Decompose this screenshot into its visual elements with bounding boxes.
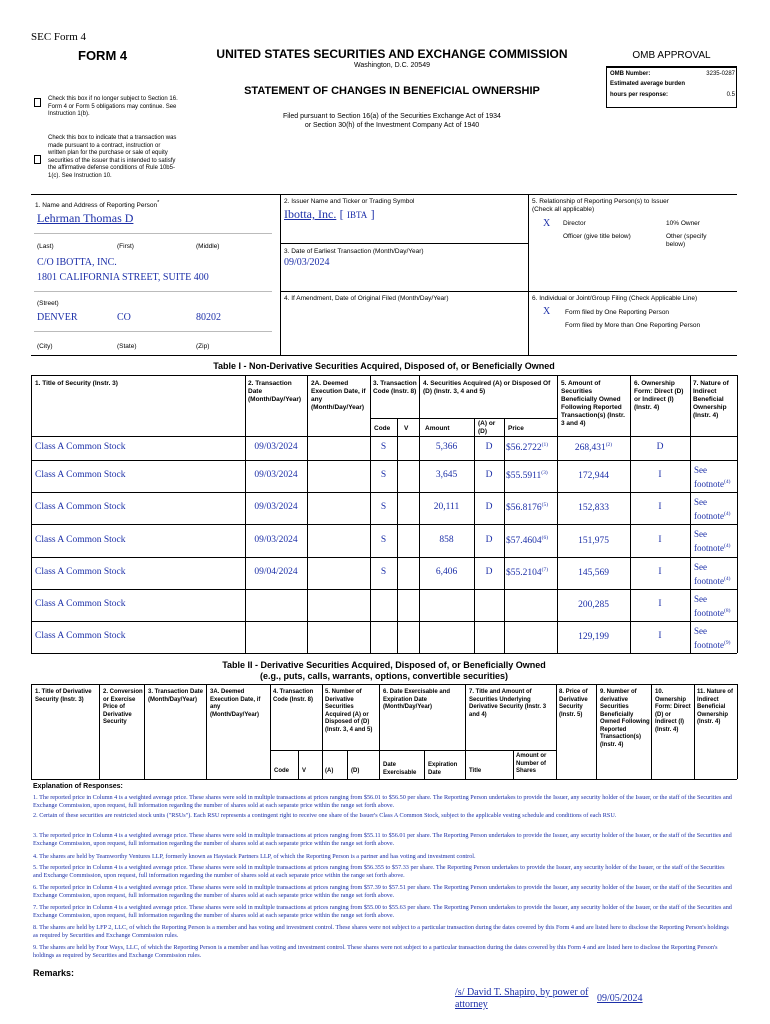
security-title: Class A Common Stock (35, 502, 126, 512)
security-title: Class A Common Stock (35, 534, 126, 545)
t2-h6: 6. Date Exercisable and Expiration Date (Month/Day/Year) (383, 689, 451, 710)
footnote-2: 2. Certain of these securities are restricted stock units ("RSUs"). Each RSU represents a contingent right to receive one share of the Issuer's Class A Common Stock, subject to the applicable vesting schedule and conditions of each RSU. (33, 812, 617, 819)
omb-number-value: 3235-0287 (706, 71, 735, 77)
omb-burden-label-1: Estimated average burden (610, 81, 686, 87)
t1-h2: 2. Transaction Date (Month/Day/Year) (248, 380, 302, 403)
acquired-disposed: D (485, 534, 493, 545)
t2-h8: 8. Price of Derivative Security (Instr. 5) (559, 689, 588, 718)
table1-title: Table I - Non-Derivative Securities Acquired, Disposed of, or Beneficially Owned (213, 361, 555, 371)
footnote-5: 5. The reported price in Column 4 is a weighted average price. These shares were sold in multiple transactions at prices ranging from $56.355 to $57.33 per share. The Reporting Person undertakes to provide the Issuer, any security holder of the Issuer, or the staff of the Securities and Exchange Commission, upon request, full information regarding the number of shares sold at each separate price within the range set forth above. (33, 864, 725, 879)
first-label: (First) (117, 243, 134, 250)
ownership-form: I (658, 567, 662, 577)
ownership-form: I (658, 502, 662, 512)
ownership-form: D (656, 442, 664, 452)
director-label: Director (563, 220, 586, 227)
amendment-label: 4. If Amendment, Date of Original Filed (Month/Day/Year) (284, 295, 449, 302)
city-label: (City) (37, 343, 53, 350)
street-label: (Street) (37, 300, 59, 307)
t1-h3: 3. Transaction Code (Instr. 8) (373, 380, 417, 395)
t2-h3: 3. Transaction Date (Month/Day/Year) (148, 689, 204, 703)
security-title: Class A Common Stock (35, 599, 126, 609)
nature-footnote: See footnote$^{(8)}$ (694, 594, 731, 618)
t2-h4: 4. Transaction Code (Instr. 8) (273, 689, 314, 703)
ownership-form: I (658, 470, 662, 480)
remarks-label: Remarks: (33, 968, 75, 978)
ten-pct-label: 10% Owner (666, 220, 700, 227)
nature-footnote: See footnote$^{(4)}$ (694, 529, 731, 553)
owned-amount: 172,944 (578, 471, 609, 482)
t1-h2a: 2A. Deemed Execution Date, if any (Month/Day/Year) (311, 380, 366, 411)
transaction-date: 09/03/2024 (254, 442, 298, 452)
nature-footnote: See footnote$^{(4)}$ (694, 497, 731, 521)
t1-h6: 6. Ownership Form: Direct (D) or Indirect (I) (Instr. 4) (634, 380, 684, 411)
amount: 20,111 (433, 502, 460, 512)
reporting-person-name[interactable]: Lehrman Thomas D (37, 211, 134, 225)
owned-amount: 151,975 (578, 535, 609, 546)
transaction-code: S (380, 470, 387, 480)
officer-label: Officer (give title below) (563, 233, 631, 240)
transaction-date: 09/03/2024 (254, 534, 298, 545)
t2-date-ex: Date Exercisable (383, 762, 417, 776)
ownership-form: I (658, 631, 662, 641)
footnote-8: 8. The shares are held by LFP 2, LLC, of which the Reporting Person is a member and has voting and investment control. These shares were not subject to a particular transaction during the dates covered by this Form 4 and are listed here to disclose the Reporting Person's holdings as required by Securities and Exchange Commission rules. (33, 924, 729, 939)
zip-value: 80202 (196, 312, 221, 323)
t2-h3a: 3A. Deemed Execution Date, if any (Month/Day/Year) (210, 689, 261, 718)
city-value: DENVER (37, 312, 78, 323)
transaction-date: 09/03/2024 (254, 470, 298, 480)
acquired-disposed: D (485, 442, 493, 452)
t2-exp: Expiration Date (428, 762, 458, 776)
price: $56.8176$^{(5)}$ (506, 502, 549, 514)
filed-pursuant-2: or Section 30(h) of the Investment Company Act of 1940 (304, 122, 480, 129)
footnote-7: 7. The reported price in Column 4 is a weighted average price. These shares were sold in multiple transactions at prices ranging from $55.00 to $55.63 per share. The Reporting Person undertakes to provide the Issuer, any security holder of the Issuer, or the staff of the Securities and Exchange Commission, upon request, full information regarding the number of shares sold at each separate price within the range set forth above. (33, 904, 732, 919)
t1-h4: 4. Securities Acquired (A) or Disposed Of (D) (Instr. 3, 4 and 5) (423, 380, 551, 395)
transaction-code: S (380, 534, 387, 545)
issuer-ticker: IBTA (347, 210, 368, 220)
t2-h9: 9. Number of derivative Securities Beneficially Owned Following Reported Transaction(s) (Instr. 4) (600, 689, 650, 748)
acquired-disposed: D (485, 502, 493, 512)
address-line-2: 1801 CALIFORNIA STREET, SUITE 400 (37, 272, 209, 283)
omb-burden-label-2: hours per response: (610, 92, 669, 98)
rule10b5-checkbox[interactable] (34, 155, 41, 164)
ownership-form: I (658, 599, 662, 609)
t1-code: Code (374, 425, 391, 432)
amount: 6,406 (435, 567, 458, 577)
amount: 858 (439, 534, 454, 545)
owned-amount: 268,431$^{(2)}$ (574, 442, 613, 454)
filing-more-label: Form filed by More than One Reporting Person (565, 322, 701, 329)
t2-amount: Amount or Number of Shares (516, 753, 547, 774)
middle-label: (Middle) (196, 243, 220, 250)
zip-label: (Zip) (196, 343, 210, 350)
nature-footnote: See footnote$^{(4)}$ (694, 465, 731, 489)
security-title: Class A Common Stock (35, 442, 126, 452)
owned-amount: 145,569 (578, 568, 609, 579)
other-label: Other (specify below) (666, 233, 707, 248)
statement-title: STATEMENT OF CHANGES IN BENEFICIAL OWNERSHIP (244, 85, 540, 97)
omb-burden-value: 0.5 (726, 92, 735, 98)
price: $55.2104$^{(7)}$ (506, 567, 549, 579)
t2-code: Code (274, 768, 289, 774)
acquired-disposed: D (485, 470, 493, 480)
security-title: Class A Common Stock (35, 470, 126, 480)
t1-amount: Amount (425, 425, 450, 432)
relationship-sub: (Check all applicable) (532, 206, 595, 213)
price: $55.5911$^{(3)}$ (506, 470, 548, 482)
sec-form-label: SEC Form 4 (31, 31, 87, 43)
transaction-date: 09/04/2024 (254, 567, 298, 577)
filed-pursuant-1: Filed pursuant to Section 16(a) of the Securities Exchange Act of 1934 (283, 113, 501, 120)
omb-number-label: OMB Number: (610, 71, 651, 77)
transaction-code: S (380, 502, 387, 512)
agency-title: UNITED STATES SECURITIES AND EXCHANGE COMMISSION (216, 47, 568, 61)
footnote-1: 1. The reported price in Column 4 is a weighted average price. These shares were sold in multiple transactions at prices ranging from $56.01 to $56.50 per share. The Reporting Person undertakes to provide the Issuer, any security holder of the Issuer, or the staff of the Securities and Exchange Commission, upon request, full information regarding the number of shares sold at each separate price within the range set forth above. (33, 794, 732, 809)
issuer-name-link[interactable]: Ibotta, Inc. (284, 207, 337, 221)
omb-title: OMB APPROVAL (632, 50, 711, 61)
t1-v: V (404, 425, 409, 432)
earliest-date-value: 09/03/2024 (284, 257, 330, 268)
owned-amount: 152,833 (578, 503, 609, 514)
t2-h5: 5. Number of Derivative Securities Acquired (A) or Disposed of (D) (Instr. 3, 4 and 5) (325, 689, 373, 733)
t1-h5: 5. Amount of Securities Beneficially Owned Following Reported Transaction(s) (Instr. 3 and 4) (561, 380, 625, 427)
table2-title-1: Table II - Derivative Securities Acquired, Disposed of, or Beneficially Owned (222, 660, 546, 670)
price: $56.2722$^{(1)}$ (506, 442, 549, 454)
reporting-person-label: 1. Name and Address of Reporting Person* (35, 200, 160, 210)
ownership-form: I (658, 534, 662, 545)
section16-checkbox[interactable] (34, 98, 41, 107)
security-title: Class A Common Stock (35, 631, 126, 641)
last-label: (Last) (37, 243, 54, 250)
director-mark[interactable]: X (543, 218, 551, 229)
address-line-1: C/O IBOTTA, INC. (37, 257, 117, 268)
acquired-disposed: D (485, 567, 493, 577)
relationship-label: 5. Relationship of Reporting Person(s) to Issuer (532, 198, 669, 205)
t2-d: (D) (351, 768, 360, 774)
footnote-9: 9. The shares are held by Four Ways, LLC, of which the Reporting Person is a member and has voting and investment control. These shares were not subject to a particular transaction during the dates covered by this Form 4 and are listed here to disclose the Reporting Person's holdings as required by Securities and Exchange Commission rules. (33, 944, 718, 959)
filing-one-label: Form filed by One Reporting Person (565, 309, 670, 316)
issuer-value: Ibotta, Inc. [ IBTA ] (284, 207, 375, 221)
transaction-code: S (380, 442, 387, 452)
nature-footnote: See footnote$^{(4)}$ (694, 562, 731, 586)
footnote-4: 4. The shares are held by Teamworthy Ventures LLP, formerly known as Haystack Partners LLP, of which the Reporting Person is a partner and has voting and investment control. (33, 853, 476, 860)
t1-price: Price (508, 425, 524, 432)
t2-a: (A) (325, 768, 334, 774)
transaction-code: S (380, 567, 387, 577)
footnote-3: 3. The reported price in Column 4 is a weighted average price. These shares were sold in multiple transactions at prices ranging from $55.11 to $56.01 per share. The Reporting Person undertakes to provide the Issuer, any security holder of the Issuer, or the staff of the Securities and Exchange Commission, upon request, full information regarding the number of shares sold at each separate price within the range set forth above. (33, 832, 732, 847)
section16-text: Check this box if no longer subject to Section 16. Form 4 or Form 5 obligations may continue. See Instruction 1(b). (48, 96, 178, 117)
filing-one-mark[interactable]: X (543, 306, 551, 317)
rule10b5-text: Check this box to indicate that a transaction was made pursuant to a contract, instruction or written plan for the purchase or sale of equity securities of the issuer that is intended to satisfy the affirmative defense conditions of Rule 10b5-1(c). See Instruction 10. (48, 135, 177, 179)
t1-h1: 1. Title of Security (Instr. 3) (35, 380, 118, 387)
t2-h11: 11. Nature of Indirect Beneficial Ownership (Instr. 4) (697, 689, 734, 725)
t2-h1: 1. Title of Derivative Security (Instr. 3) (35, 689, 92, 703)
amount: 3,645 (435, 470, 458, 480)
signature-date: 09/05/2024 (597, 993, 643, 1004)
state-label: (State) (117, 343, 137, 350)
t2-v: V (302, 768, 307, 774)
footnote-6: 6. The reported price in Column 4 is a weighted average price. These shares were sold in multiple transactions at prices ranging from $57.39 to $57.51 per share. The Reporting Person undertakes to provide the Issuer, any security holder of the Issuer, or the staff of the Securities and Exchange Commission, upon request, full information regarding the number of shares sold at each separate price within the range set forth above. (33, 884, 732, 899)
earliest-date-label: 3. Date of Earliest Transaction (Month/Day/Year) (284, 248, 424, 255)
filing-label: 6. Individual or Joint/Group Filing (Check Applicable Line) (532, 295, 698, 302)
explanation-label: Explanation of Responses: (33, 783, 123, 790)
nature-footnote: See footnote$^{(9)}$ (694, 626, 731, 650)
security-title: Class A Common Stock (35, 567, 126, 577)
t2-h2: 2. Conversion or Exercise Price of Derivative Security (103, 689, 143, 725)
t1-h7: 7. Nature of Indirect Beneficial Ownership (Instr. 4) (693, 380, 729, 419)
transaction-date: 09/03/2024 (254, 502, 298, 512)
t2-h10: 10. Ownership Form: Direct (D) or Indirect (I) (Instr. 4) (655, 689, 691, 733)
amount: 5,366 (435, 442, 458, 452)
state-value: CO (117, 312, 131, 323)
price: $57.4604$^{(6)}$ (506, 534, 549, 546)
owned-amount: 200,285 (578, 600, 609, 611)
t2-title: Title (469, 768, 482, 774)
issuer-label: 2. Issuer Name and Ticker or Trading Symbol (284, 198, 415, 205)
owned-amount: 129,199 (578, 632, 609, 643)
agency-location: Washington, D.C. 20549 (353, 62, 430, 69)
signature[interactable]: /s/ David T. Shapiro, by power of attorney (455, 987, 589, 1010)
t1-aord: (A) or (D) (478, 420, 496, 435)
t2-h7: 7. Title and Amount of Securities Underlying Derivative Security (Instr. 3 and 4) (469, 689, 547, 718)
table2-title-2: (e.g., puts, calls, warrants, options, convertible securities) (259, 671, 509, 681)
form-title: FORM 4 (78, 48, 128, 63)
